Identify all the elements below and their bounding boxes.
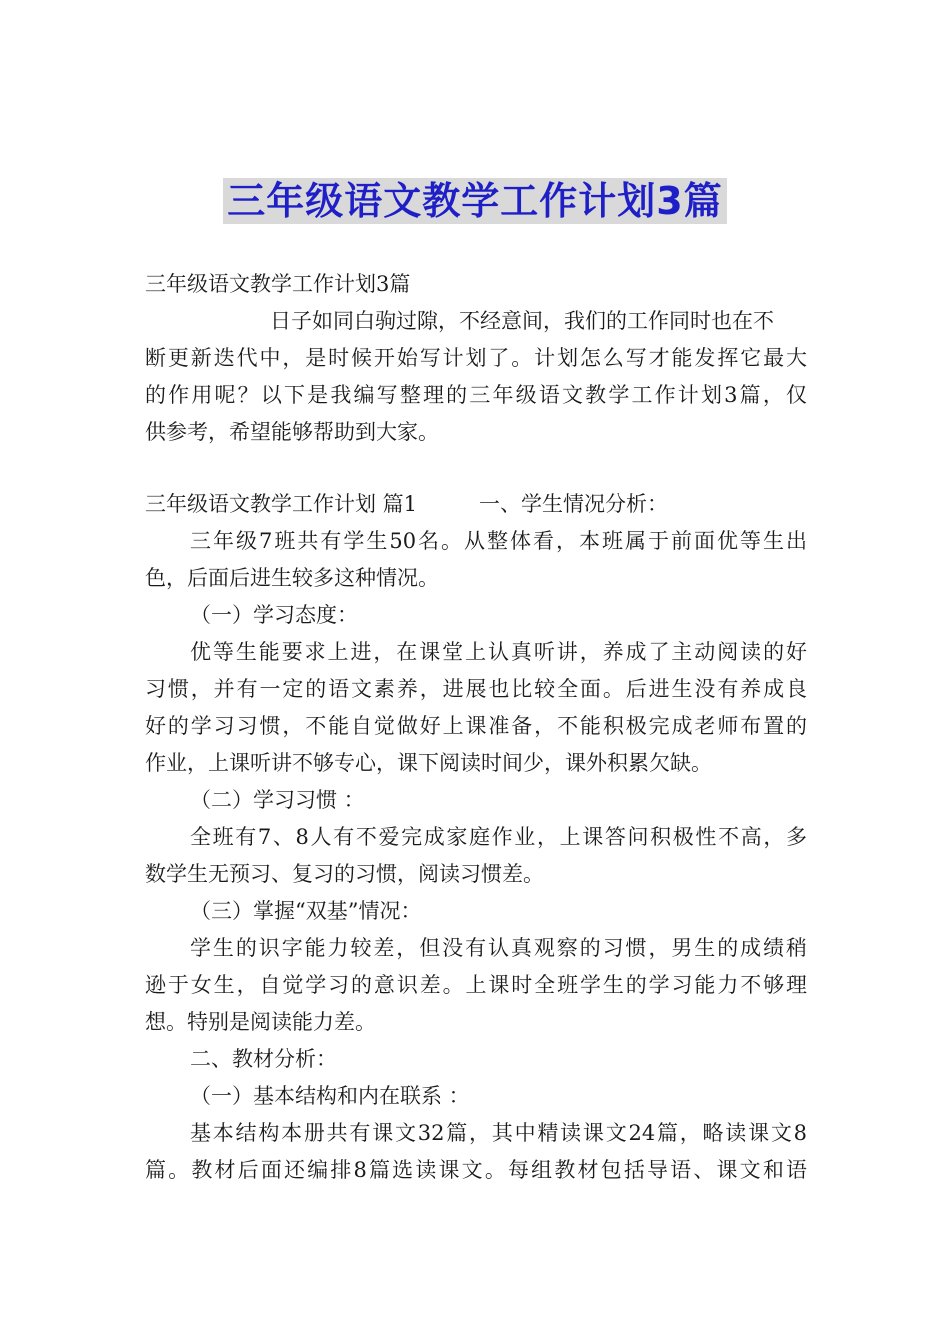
paragraph-line: 学生的识字能力较差，但没有认真观察的习惯，男生的成绩稍 <box>190 936 807 960</box>
intro-line: 断更新迭代中，是时候开始写计划了。计划怎么写才能发挥它最大 <box>145 346 807 370</box>
paragraph-line: 作业，上课听讲不够专心，课下阅读时间少，课外积累欠缺。 <box>145 751 712 775</box>
paragraph-line: 三年级7班共有学生50名。从整体看，本班属于前面优等生出 <box>190 529 807 553</box>
document-body <box>145 266 807 1189</box>
paragraph-gap <box>145 451 807 486</box>
subheading-habits: （二）学习习惯 ： <box>190 788 365 812</box>
paragraph-line: 逊于女生，自觉学习的意识差。上课时全班学生的学习能力不够理 <box>145 973 807 997</box>
intro-line: 供参考，希望能够帮助到大家。 <box>145 420 439 444</box>
section-heading-textbook: 二、教材分析： <box>190 1047 337 1071</box>
paragraph-line: 全班有7、8人有不爱完成家庭作业，上课答问积极性不高，多 <box>190 825 807 849</box>
intro-line: 的作用呢？以下是我编写整理的三年级语文教学工作计划3篇，仅 <box>145 383 807 407</box>
paragraph-line: 篇。教材后面还编排8篇选读课文。每组教材包括导语、课文和语 <box>145 1158 807 1182</box>
intro-line: 日子如同白驹过隙，不经意间，我们的工作同时也在不 <box>270 309 774 333</box>
section-first-heading: 一、学生情况分析： <box>479 492 669 516</box>
paragraph-line: 习惯，并有一定的语文素养，进展也比较全面。后进生没有养成良 <box>145 677 807 701</box>
section-heading-line <box>145 486 807 523</box>
subheading-basics: （三）掌握“双基”情况： <box>190 899 422 923</box>
paragraph-line: 想。特别是阅读能力差。 <box>145 1010 376 1034</box>
subheading-attitude: （一）学习态度： <box>190 603 358 627</box>
paragraph-line: 基本结构本册共有课文32篇，其中精读课文24篇，略读课文8 <box>190 1121 807 1145</box>
title-container <box>0 178 950 224</box>
document-title: 三年级语文教学工作计划3篇 <box>223 178 726 224</box>
paragraph-line: 优等生能要求上进，在课堂上认真听讲，养成了主动阅读的好 <box>190 640 807 664</box>
section-heading: 三年级语文教学工作计划 篇1 <box>145 492 418 516</box>
paragraph-line: 数学生无预习、复习的习惯，阅读习惯差。 <box>145 862 544 886</box>
subheading-structure: （一）基本结构和内在联系 ： <box>190 1084 470 1108</box>
document-subtitle: 三年级语文教学工作计划3篇 <box>145 272 411 296</box>
paragraph-line: 好的学习习惯，不能自觉做好上课准备，不能积极完成老师布置的 <box>145 714 807 738</box>
paragraph-line: 色，后面后进生较多这种情况。 <box>145 566 439 590</box>
